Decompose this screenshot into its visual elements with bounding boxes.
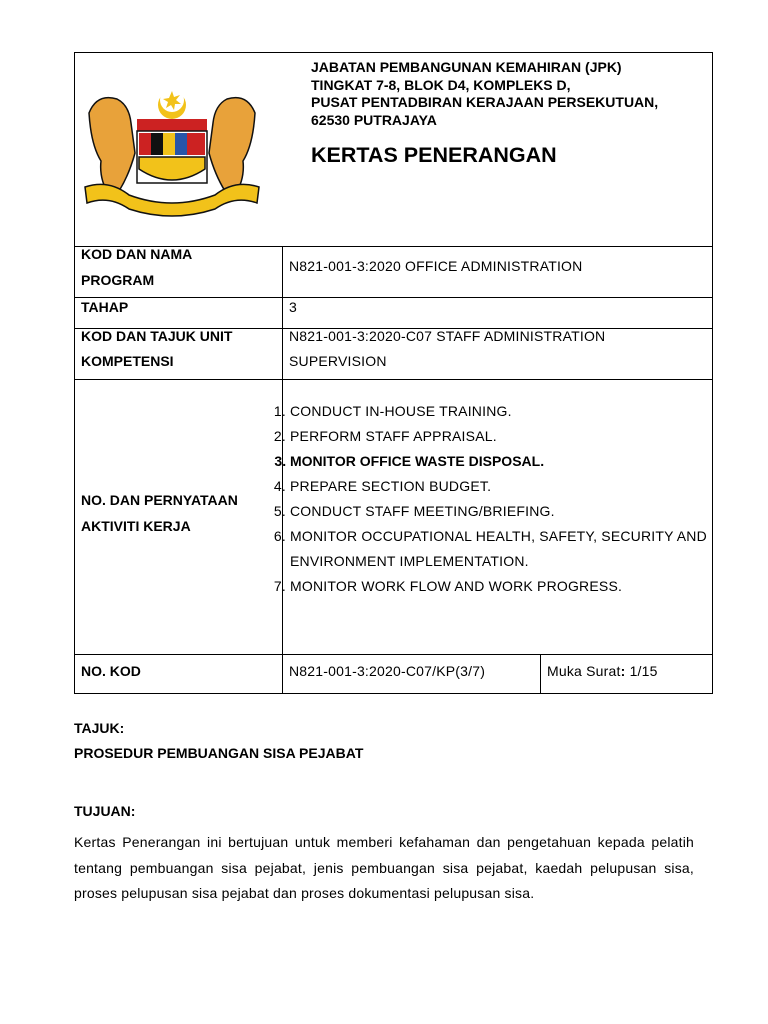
label-line: KOD DAN TAJUK UNIT (81, 328, 233, 344)
label-line: KOMPETENSI (81, 353, 174, 369)
page-value: 1/15 (629, 663, 658, 679)
label-line: AKTIVITI KERJA (81, 518, 191, 534)
page-label: Muka Surat (547, 663, 621, 679)
unit-label (81, 324, 232, 374)
organization-address (311, 59, 658, 129)
right-tiger-icon (209, 98, 255, 195)
org-line: TINGKAT 7-8, BLOK D4, KOMPLEKS D, (311, 76, 571, 93)
activity-item-highlighted: 3. MONITOR OFFICE WASTE DISPOSAL. (290, 449, 720, 474)
activity-item: 7. MONITOR WORK FLOW AND WORK PROGRESS. (290, 574, 720, 599)
tahap-label: TAHAP (81, 299, 129, 315)
kod-value: N821-001-3:2020-C07/KP(3/7) (289, 663, 486, 679)
activity-item: 5. CONDUCT STAFF MEETING/BRIEFING. (290, 499, 720, 524)
crescent-star-icon (158, 88, 186, 119)
activity-item: 2. PERFORM STAFF APPRAISAL. (290, 424, 720, 449)
value-line: N821-001-3:2020-C07 STAFF ADMINISTRATION (289, 328, 606, 344)
org-line: PUSAT PENTADBIRAN KERAJAAN PERSEKUTUAN, (311, 94, 659, 110)
kod-label: NO. KOD (81, 663, 141, 679)
tujuan-label: TUJUAN: (74, 803, 136, 819)
table-divider (75, 379, 712, 380)
label-line: NO. DAN PERNYATAAN (81, 492, 238, 508)
info-sheet-table (74, 52, 713, 694)
unit-value (289, 324, 605, 374)
activity-item: 6. MONITOR OCCUPATIONAL HEALTH, SAFETY, SECURITY AND ENVIRONMENT IMPLEMENTATION. (290, 524, 720, 574)
label-line: PROGRAM (81, 272, 155, 288)
shield-icon (137, 119, 207, 183)
page-number (547, 659, 658, 684)
label-line: KOD DAN NAMA (81, 246, 193, 262)
coat-of-arms-logo (79, 83, 265, 217)
value-line: SUPERVISION (289, 353, 387, 369)
page-colon: : (620, 663, 626, 679)
left-tiger-icon (89, 98, 135, 195)
tajuk-label: TAJUK: (74, 720, 125, 736)
motto-scroll-icon (85, 184, 259, 216)
table-divider (75, 654, 712, 655)
tahap-value: 3 (289, 299, 297, 315)
program-label (81, 241, 192, 293)
org-line: 62530 PUTRAJAYA (311, 111, 437, 128)
org-line: JABATAN PEMBANGUNAN KEMAHIRAN (JPK) (311, 59, 622, 75)
activity-label (81, 487, 238, 539)
tajuk-value: PROSEDUR PEMBUANGAN SISA PEJABAT (74, 745, 364, 761)
table-divider (75, 297, 712, 298)
activity-item: 1. CONDUCT IN-HOUSE TRAINING. (290, 399, 720, 424)
activity-item: 4. PREPARE SECTION BUDGET. (290, 474, 720, 499)
document-title: KERTAS PENERANGAN (311, 143, 557, 167)
tujuan-paragraph: Kertas Penerangan ini bertujuan untuk memberi kefahaman dan pengetahuan kepada pelatih tentang pembuangan sisa pejabat, jenis pembuangan sisa pejabat, kaedah pelupusan sisa, proses pelupusan sisa pejabat dan proses dokumentasi pelupusan sisa. (74, 834, 694, 901)
column-divider (540, 654, 541, 694)
activity-list (252, 399, 720, 599)
program-value: N821-001-3:2020 OFFICE ADMINISTRATION (289, 258, 583, 274)
